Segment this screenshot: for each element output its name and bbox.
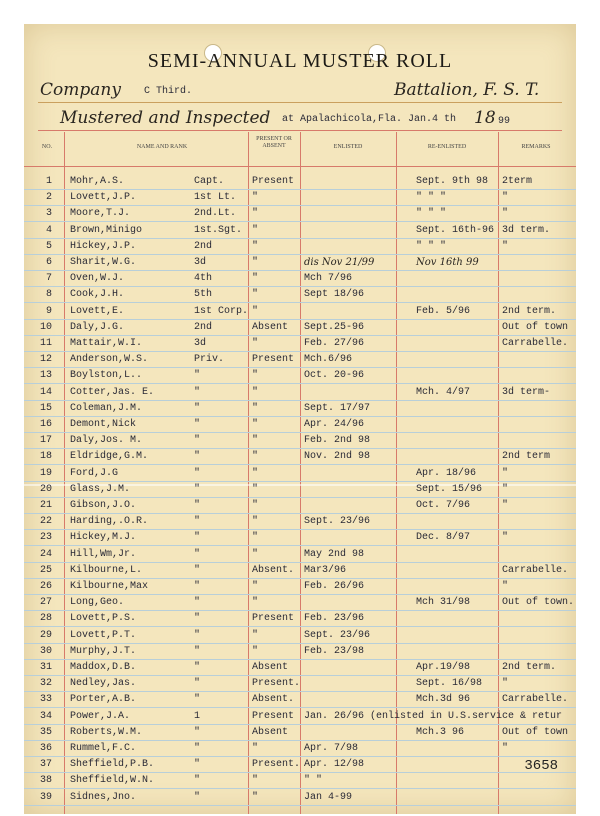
row-rank: " [194,467,201,479]
col-header-remarks: REMARKS [521,144,551,150]
row-present: Present. [252,678,301,690]
row-rule [24,400,576,401]
row-name: Demont,Nick [70,419,137,430]
row-rank: Capt. [194,176,225,187]
row-no: 37 [39,759,52,771]
row-enlisted: Jan. 26/96 (enlisted in U.S.service & retur [304,710,563,722]
row-present: " [252,597,259,609]
row-name: Brown,Minigo [70,224,143,236]
row-rank: 3d [194,338,207,349]
row-enlisted: Nov. 2nd 98 [304,451,371,463]
row-name: Hill,Wm,Jr. [70,548,137,560]
row-present: " [252,629,259,641]
row-no: 16 [39,419,52,430]
row-rule [24,788,576,789]
row-present: Absent. [252,694,295,706]
row-rule [24,416,576,417]
row-rank: " [194,370,201,382]
row-name: Sheffield,P.B. [70,759,155,771]
row-enlisted: Apr. 7/98 [304,743,359,754]
row-reenlisted: " " " [416,192,447,204]
row-no: 18 [39,451,52,463]
row-rank: " [194,581,201,592]
row-reenlisted: Sept. 16/98 [416,678,483,690]
row-present: " [252,224,259,236]
row-rank: " [194,694,201,706]
row-name: Ford,J.G [70,467,119,479]
row-present: " [252,257,259,268]
row-name: Hickey,M.J. [70,532,137,544]
row-name: Lovett,J.P. [70,192,137,204]
row-reenlisted: " " " [416,208,447,220]
row-no: 27 [39,597,52,609]
row-present: " [252,467,259,479]
row-rule [24,497,576,498]
row-name: Long,Geo. [70,597,125,609]
row-no: 17 [39,435,52,447]
row-rule [24,529,576,530]
row-name: Murphy,J.T. [70,645,137,657]
row-rank: " [194,629,201,641]
row-name: Glass,J.M. [70,483,131,495]
row-rank: " [194,500,201,511]
row-present: " [252,240,259,252]
row-rank: 2nd [194,321,213,333]
row-reenlisted: Sept. 9th 98 [416,176,489,187]
row-remarks: Out of town [502,321,569,333]
row-rank: " [194,386,201,398]
row-no: 26 [39,581,52,592]
row-remarks: 2nd term [502,451,551,463]
row-rule [24,335,576,336]
row-name: Moore,T.J. [70,208,131,220]
row-present: " [252,370,259,382]
row-enlisted: Apr. 24/96 [304,419,365,430]
row-name: Daly,J.G. [70,321,125,333]
row-rule [24,643,576,644]
row-no: 30 [39,645,52,657]
row-present: Absent [252,662,289,673]
row-present: " [252,338,259,349]
row-rank: " [194,483,201,495]
row-rule [24,724,576,725]
table-header-rule [24,166,576,167]
row-reenlisted: Dec. 8/97 [416,532,471,544]
row-remarks: 2term [502,176,533,187]
row-remarks: " [502,467,509,479]
row-name: Rummel,F.C. [70,743,137,754]
row-present: Absent [252,726,289,738]
battalion-label: Battalion, F. S. T. [394,80,540,100]
row-rank: " [194,451,201,463]
row-rule [24,432,576,433]
row-enlisted: " " [304,775,323,787]
row-rank: 2nd.Lt. [194,208,237,220]
row-present: " [252,273,259,285]
row-name: Roberts,W.M. [70,726,143,738]
row-rank: " [194,402,201,414]
row-remarks: Carrabelle. [502,694,569,706]
row-present: " [252,289,259,301]
row-name: Boylston,L.. [70,370,143,382]
row-enlisted: Mar3/96 [304,564,347,576]
company-label: Company [40,80,121,100]
row-reenlisted: Mch. 4/97 [416,386,471,398]
row-no: 35 [39,726,52,738]
row-rule [24,562,576,563]
row-rank: 3d [194,257,207,268]
row-rule [24,481,576,482]
row-rule [24,367,576,368]
row-remarks: Carrabelle. [502,338,569,349]
row-rule [24,302,576,303]
row-rank: " [194,435,201,447]
row-reenlisted: Apr.19/98 [416,662,471,673]
year-prefix: 18 [474,108,496,128]
row-no: 31 [39,662,52,673]
row-rank: 5th [194,289,213,301]
row-no: 19 [39,467,52,479]
row-rule [24,238,576,239]
row-rule [24,270,576,271]
row-rule [24,610,576,611]
row-reenlisted: Oct. 7/96 [416,500,471,511]
row-rank: " [194,759,201,771]
row-name: Lovett,P.T. [70,629,137,641]
row-rank: " [194,564,201,576]
row-name: Anderson,W.S. [70,354,149,366]
row-no: 29 [39,629,52,641]
row-rank: " [194,726,201,738]
row-enlisted: Mch 7/96 [304,273,353,285]
row-name: Lovett,P.S. [70,613,137,625]
row-reenlisted: Sept. 15/96 [416,483,483,495]
row-present: Present. [252,759,301,771]
row-name: Porter,A.B. [70,694,137,706]
row-rule [24,707,576,708]
mustered-label: Mustered and Inspected [60,108,271,128]
col-header-present: PRESENT OR ABSENT [256,136,292,149]
document-title: SEMI-ANNUAL MUSTER ROLL [147,50,453,72]
row-present: " [252,451,259,463]
row-rank: " [194,775,201,787]
row-no: 6 [45,257,52,268]
row-no: 5 [45,240,52,252]
row-name: Mattair,W.I. [70,338,143,349]
row-rank: " [194,662,201,673]
row-rank: " [194,791,201,803]
row-present: " [252,419,259,430]
row-rule [24,351,576,352]
row-rank: 1st Lt. [194,192,237,204]
row-present: " [252,386,259,398]
row-no: 1 [45,176,52,187]
row-enlisted: Sept. 17/97 [304,402,371,414]
col-header-enlisted: ENLISTED [333,144,363,150]
row-name: Oven,W.J. [70,273,125,285]
row-name: Kilbourne,Max [70,581,149,592]
row-present: " [252,791,259,803]
row-name: Maddox,D.B. [70,662,137,673]
row-enlisted: Sept. 23/96 [304,629,371,641]
row-name: Mohr,A.S. [70,176,125,187]
row-reenlisted: Mch.3 96 [416,726,465,738]
row-rule [24,740,576,741]
row-reenlisted: " " " [416,240,447,252]
row-enlisted: Apr. 12/98 [304,759,365,771]
row-remarks: Carrabelle. [502,564,569,576]
row-rank: " [194,516,201,528]
row-no: 33 [39,694,52,706]
row-name: Nedley,Jas. [70,678,137,690]
row-remarks: " [502,483,509,495]
row-no: 32 [39,678,52,690]
row-enlisted: dis Nov 21/99 [304,257,375,268]
header-rule-2 [38,130,562,131]
row-enlisted: Feb. 23/98 [304,645,365,657]
row-name: Harding,.O.R. [70,516,149,528]
row-remarks: " [502,192,509,204]
row-reenlisted: Apr. 18/96 [416,467,477,479]
row-rule [24,691,576,692]
row-enlisted: Feb. 23/96 [304,613,365,625]
year-suffix: 99 [498,116,511,127]
row-no: 22 [39,516,52,528]
row-remarks: " [502,678,509,690]
row-remarks: " [502,240,509,252]
row-no: 24 [39,548,52,560]
row-no: 13 [39,370,52,382]
row-present: Absent. [252,564,295,576]
row-rule [24,221,576,222]
row-rank: " [194,613,201,625]
row-present: " [252,581,259,592]
row-present: " [252,548,259,560]
row-present: " [252,435,259,447]
row-present: " [252,402,259,414]
row-present: " [252,208,259,220]
row-name: Sharit,W.G. [70,257,137,268]
row-remarks: 2nd term. [502,662,557,673]
row-rule [24,805,576,806]
row-rank: " [194,419,201,430]
row-rule [24,189,576,190]
row-name: Coleman,J.M. [70,402,143,414]
row-present: Present [252,354,295,366]
row-no: 8 [45,289,52,301]
archive-stamp-number: 3658 [524,758,558,774]
col-header-reenlisted: RE-ENLISTED [427,144,467,150]
row-remarks: " [502,532,509,544]
row-remarks: " [502,500,509,511]
row-no: 23 [39,532,52,544]
row-no: 36 [39,743,52,754]
row-no: 39 [39,791,52,803]
row-remarks: " [502,743,509,754]
row-rule [24,626,576,627]
row-rank: " [194,597,201,609]
row-name: Cook,J.H. [70,289,125,301]
muster-roll-sheet [24,24,576,814]
row-rule [24,513,576,514]
row-enlisted: Feb. 27/96 [304,338,365,349]
row-present: " [252,516,259,528]
row-rule [24,254,576,255]
row-no: 2 [45,192,52,204]
row-rule [24,772,576,773]
row-enlisted: Feb. 26/96 [304,581,365,592]
row-no: 28 [39,613,52,625]
row-no: 34 [39,710,52,722]
row-present: Absent [252,321,289,333]
row-enlisted: Feb. 2nd 98 [304,435,371,447]
row-name: Sidnes,Jno. [70,791,137,803]
row-rank: Priv. [194,354,225,366]
row-rule [24,756,576,757]
row-name: Lovett,E. [70,305,125,317]
row-present: Present [252,613,295,625]
row-remarks: 3d term. [502,224,551,236]
row-remarks: 2nd term. [502,305,557,317]
row-present: " [252,305,259,317]
row-no: 3 [45,208,52,220]
row-rule [24,319,576,320]
row-reenlisted: Mch 31/98 [416,597,471,609]
row-reenlisted: Sept. 16th-96 [416,224,495,236]
row-reenlisted: Nov 16th 99 [416,257,479,268]
row-rule [24,578,576,579]
row-rule [24,675,576,676]
row-remarks: 3d term- [502,386,551,398]
row-no: 4 [45,224,52,236]
row-present: " [252,532,259,544]
row-enlisted: Jan 4-99 [304,791,353,803]
row-no: 7 [45,273,52,285]
row-enlisted: Mch.6/96 [304,354,353,366]
row-no: 20 [39,483,52,495]
row-reenlisted: Mch.3d 96 [416,694,471,706]
col-header-name: NAME AND RANK [136,144,188,150]
row-rule [24,594,576,595]
row-no: 21 [39,500,52,511]
row-name: Kilbourne,L. [70,564,143,576]
row-rank: " [194,645,201,657]
row-present: " [252,775,259,787]
row-name: Daly,Jos. M. [70,435,143,447]
column-divider [64,132,65,814]
row-enlisted: May 2nd 98 [304,548,365,560]
row-reenlisted: Feb. 5/96 [416,305,471,317]
header-rule-1 [38,102,562,103]
row-rule [24,448,576,449]
row-remarks: " [502,581,509,592]
row-rank: 2nd [194,240,213,252]
row-remarks: Out of town. [502,597,575,609]
column-divider [248,132,249,814]
row-rank: 1st Corp. [194,305,249,317]
row-rank: " [194,532,201,544]
row-enlisted: Sept.25-96 [304,321,365,333]
row-no: 15 [39,402,52,414]
row-present: " [252,500,259,511]
row-no: 38 [39,775,52,787]
row-enlisted: Sept. 23/96 [304,516,371,528]
row-no: 10 [39,321,52,333]
row-present: Present [252,176,295,187]
row-name: Sheffield,W.N. [70,775,155,787]
row-rule [24,464,576,465]
row-name: Power,J.A. [70,710,131,722]
row-name: Gibson,J.O. [70,500,137,511]
company-value: C Third. [144,86,193,97]
row-present: " [252,743,259,754]
row-remarks: Out of town [502,726,569,738]
col-header-no: NO. [41,144,53,150]
row-rank: " [194,548,201,560]
row-present: " [252,483,259,495]
row-name: Hickey,J.P. [70,240,137,252]
row-no: 9 [45,305,52,317]
row-enlisted: Oct. 20-96 [304,370,365,382]
row-rule [24,545,576,546]
row-rank: 1 [194,710,201,722]
row-rule [24,205,576,206]
row-rank: 1st.Sgt. [194,224,243,236]
row-name: Eldridge,G.M. [70,451,149,463]
row-rule [24,383,576,384]
row-enlisted: Sept 18/96 [304,289,365,301]
row-remarks: " [502,208,509,220]
row-rank: " [194,678,201,690]
row-rule [24,286,576,287]
row-rule [24,659,576,660]
row-present: " [252,192,259,204]
row-no: 12 [39,354,52,366]
row-rank: " [194,743,201,754]
row-no: 25 [39,564,52,576]
row-no: 14 [39,386,52,398]
mustered-value: at Apalachicola,Fla. Jan.4 th [282,114,457,125]
row-present: " [252,645,259,657]
row-present: Present [252,710,295,722]
row-no: 11 [39,338,52,349]
row-rank: 4th [194,273,213,285]
row-name: Cotter,Jas. E. [70,386,155,398]
column-divider [300,132,301,814]
